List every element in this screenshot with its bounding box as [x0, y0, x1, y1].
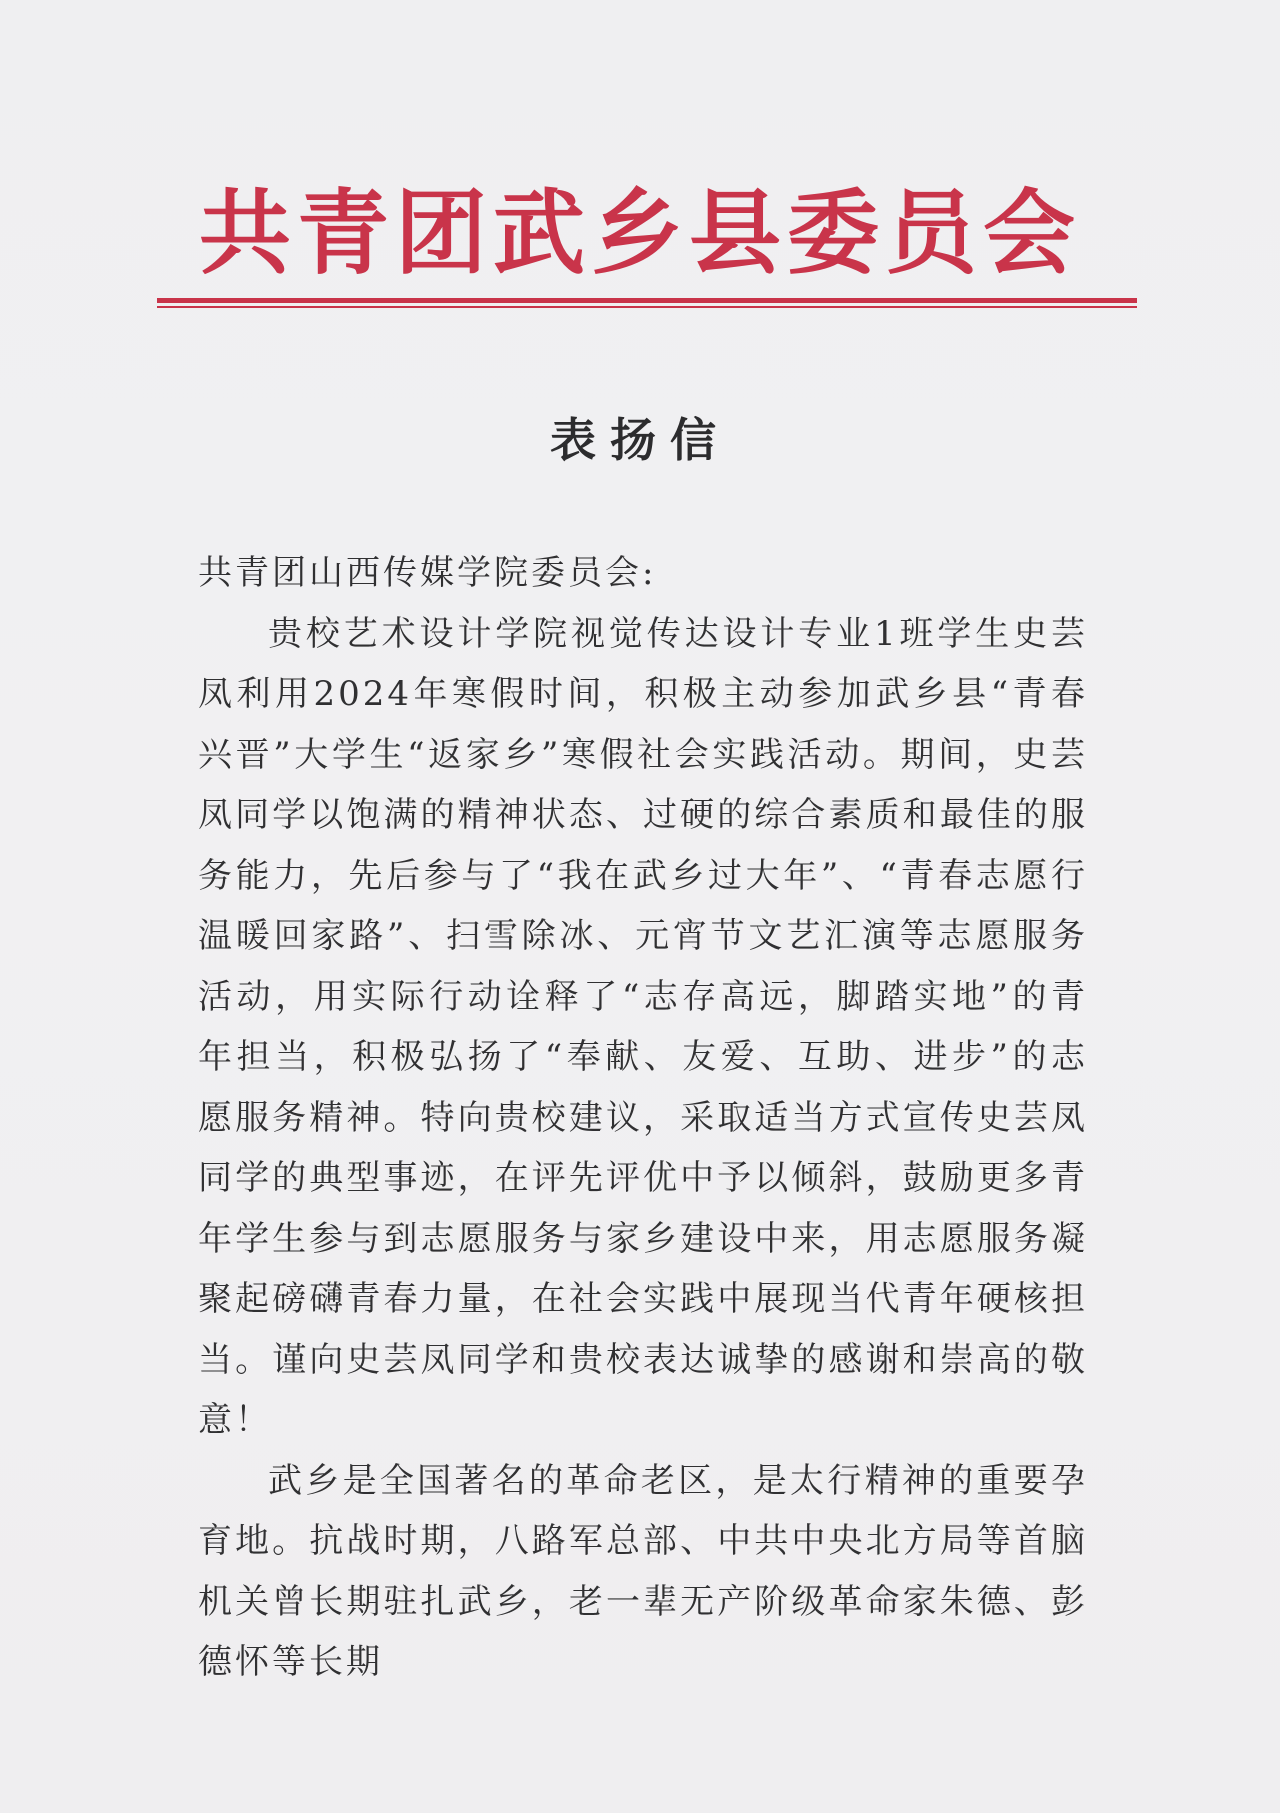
letter-title: 表扬信	[550, 413, 730, 467]
letter-body	[198, 543, 1088, 1693]
salutation: 共青团山西传媒学院委员会:	[198, 553, 657, 593]
letterhead-organization: 共青团武乡县委员会	[198, 179, 1081, 287]
letterhead-rule-thick	[157, 298, 1137, 303]
paragraph-wuxiang-history: 武乡是全国著名的革命老区，是太行精神的重要孕育地。抗战时期，八路军总部、中共中央北方局等首脑机关曾长期驻扎武乡，老一辈无产阶级革命家朱德、彭德怀等长期	[198, 1460, 1088, 1682]
letterhead-rule-thin	[157, 306, 1137, 308]
paragraph-commendation: 贵校艺术设计学院视觉传达设计专业1班学生史芸凤利用2024年寒假时间，积极主动参加武乡县“青春兴晋”大学生“返家乡”寒假社会实践活动。期间，史芸凤同学以饱满的精神状态、过硬的综合素质和最佳的服务能力，先后参与了“我在武乡过大年”、“青春志愿行温暖回家路”、扫雪除冰、元宵节文艺汇演等志愿服务活动，用实际行动诠释了“志存高远，脚踏实地”的青年担当，积极弘扬了“奉献、友爱、互助、进步”的志愿服务精神。特向贵校建议，采取适当方式宣传史芸凤同学的典型事迹，在评先评优中予以倾斜，鼓励更多青年学生参与到志愿服务与家乡建设中来，用志愿服务凝聚起磅礴青春力量，在社会实践中展现当代青年硬核担当。谨向史芸凤同学和贵校表达诚挚的感谢和崇高的敬意！	[198, 613, 1088, 1440]
